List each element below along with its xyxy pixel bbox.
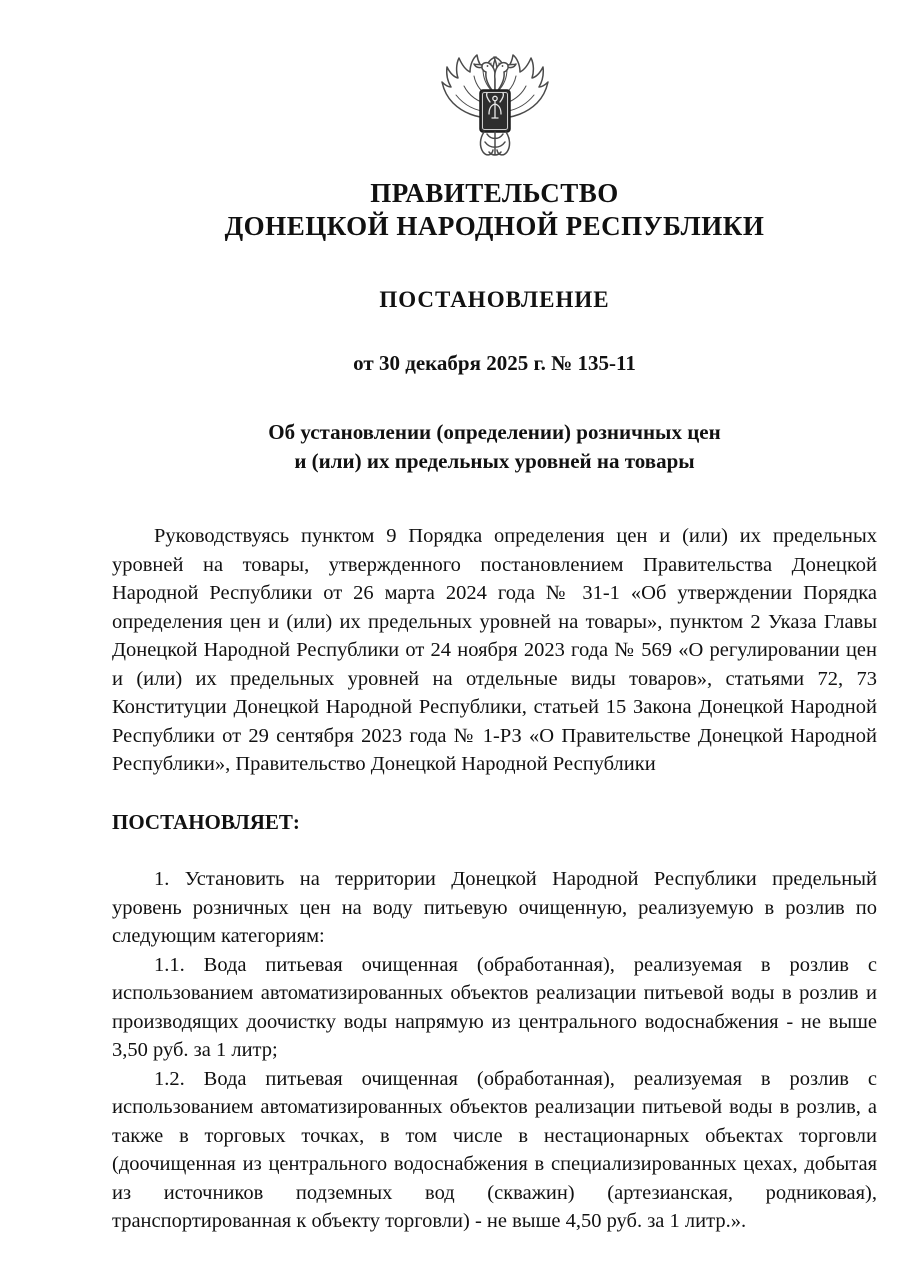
document-subject (112, 418, 877, 476)
dnr-coat-of-arms-icon (437, 52, 553, 160)
document-type-heading: ПОСТАНОВЛЕНИЕ (379, 287, 610, 312)
emblem-container (112, 52, 877, 165)
org-name-line1: ПРАВИТЕЛЬСТВО (370, 178, 619, 208)
resolves-heading: ПОСТАНОВЛЯЕТ: (112, 809, 300, 834)
org-name-line2: ДОНЕЦКОЙ НАРОДНОЙ РЕСПУБЛИКИ (224, 211, 765, 241)
issuing-authority (112, 177, 877, 243)
subject-line2: и (или) их предельных уровней на товары (294, 449, 695, 473)
item-1: 1. Установить на территории Донецкой Народной Республики предельный уровень розничных цен на воду питьевую очищенную, реализуемую в розлив по следующим категориям: (112, 868, 877, 947)
item-1-1: 1.1. Вода питьевая очищенная (обработанная), реализуемая в розлив с использованием автоматизированных объектов реализации питьевой воды в розлив и производящих доочистку воды напрямую из центрального водоснабжения - не выше 3,50 руб. за 1 литр; (112, 953, 877, 1061)
item-1-2: 1.2. Вода питьевая очищенная (обработанная), реализуемая в розлив с использованием автоматизированных объектов реализации питьевой воды в розлив, а также в торговых точках, в том числе в нестационарных объектах торговли (доочищенная из центрального водоснабжения в специализированных цехах, добытая из источников подземных вод (скважин) (артезианская, родниковая), транспортированная к объекту торговли) - не выше 4,50 руб. за 1 литр.». (112, 1067, 877, 1232)
date-and-number: от 30 декабря 2025 г. № 135-11 (353, 351, 636, 375)
subject-line1: Об установлении (определении) розничных цен (268, 420, 721, 444)
preamble-paragraph: Руководствуясь пунктом 9 Порядка определения цен и (или) их предельных уровней на товары, утвержденного постановлением Правительства Донецкой Народной Республики от 26 марта 2024 года № 31-1 «Об утверждении Порядка определения цен и (или) их предельных уровней на товары», пунктом 2 Указа Главы Донецкой Народной Республики от 24 ноября 2023 года № 569 «О регулировании цен и (или) их предельных уровней на отдельные виды товаров», статьями 72, 73 Конституции Донецкой Народной Республики, статьей 15 Закона Донецкой Народной Республики от 29 сентября 2023 года № 1-РЗ «О Правительстве Донецкой Народной Республики», Правительство Донецкой Народной Республики (112, 525, 877, 775)
